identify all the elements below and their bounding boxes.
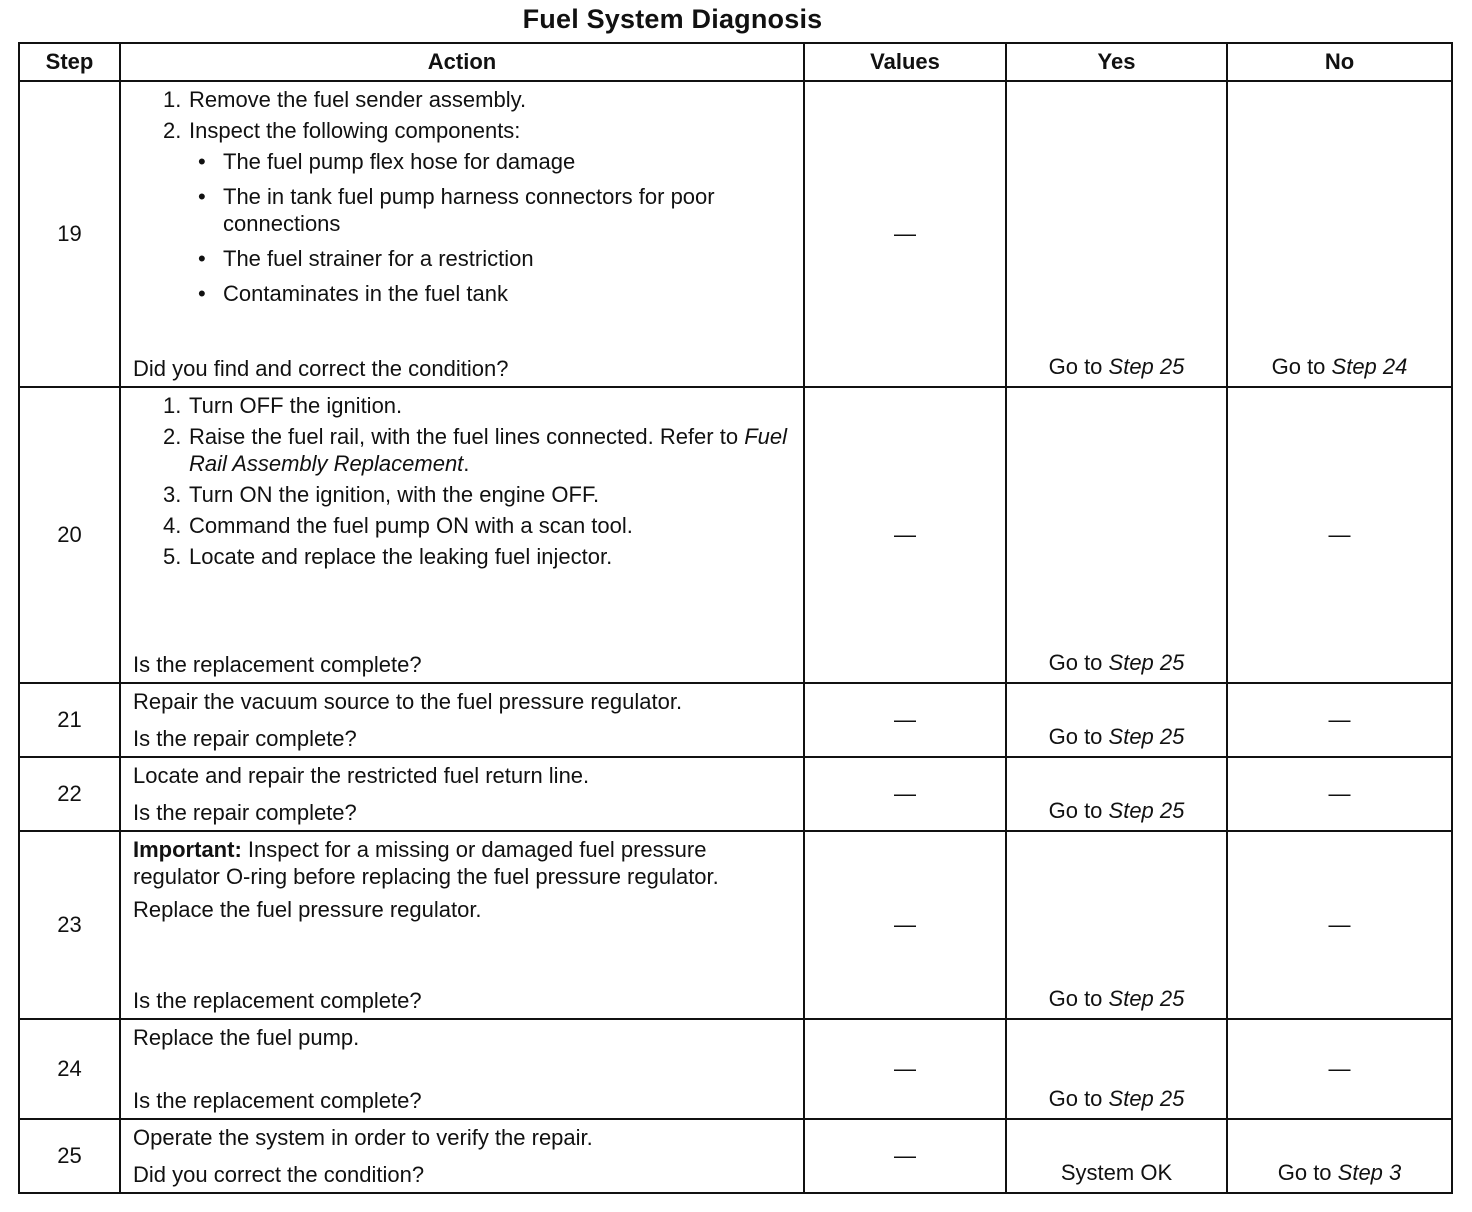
action-text: Repair the vacuum source to the fuel pressure regulator. xyxy=(133,689,683,714)
yes-cell: Go to Step 25 xyxy=(1006,757,1227,831)
action-question: Did you correct the condition? xyxy=(133,1162,425,1187)
table-row xyxy=(19,683,1452,757)
no-cell: — xyxy=(1227,387,1452,683)
important-note: Important: Inspect for a missing or damaged fuel pressure regulator O-ring before replacing the fuel pressure regulator. xyxy=(133,837,719,889)
values-cell: — xyxy=(804,757,1006,831)
yes-cell: Go to Step 25 xyxy=(1006,1019,1227,1119)
no-cell: — xyxy=(1227,831,1452,1019)
yes-cell: Go to Step 25 xyxy=(1006,683,1227,757)
header-no: No xyxy=(1227,43,1452,81)
list-item: 2. Inspect the following components: xyxy=(163,118,521,143)
header-row xyxy=(19,43,1452,81)
values-cell: — xyxy=(804,683,1006,757)
yes-cell: System OK xyxy=(1006,1119,1227,1193)
table-row xyxy=(19,1119,1452,1193)
step-reference: Step 3 xyxy=(1337,1160,1402,1185)
values-cell: — xyxy=(804,1119,1006,1193)
step-reference: Step 25 xyxy=(1108,650,1185,675)
step-number: 20 xyxy=(19,387,120,683)
page-title: Fuel System Diagnosis xyxy=(522,4,823,34)
table-row xyxy=(19,831,1452,1019)
step-reference: Step 24 xyxy=(1331,354,1408,379)
list-item: 1. Remove the fuel sender assembly. xyxy=(163,87,527,112)
bullet-icon: • xyxy=(198,281,206,306)
bullet-icon: • xyxy=(198,246,206,271)
bullet-item: • The fuel pump flex hose for damage xyxy=(198,149,576,174)
no-cell: Go to Step 24 xyxy=(1227,81,1452,387)
step-number: 25 xyxy=(19,1119,120,1193)
yes-cell: Go to Step 25 xyxy=(1006,831,1227,1019)
action-question: Is the replacement complete? xyxy=(133,652,422,677)
action-cell xyxy=(120,831,804,1019)
action-text: Operate the system in order to verify the repair. xyxy=(133,1125,593,1150)
no-cell: — xyxy=(1227,1019,1452,1119)
action-cell xyxy=(120,757,804,831)
table-row xyxy=(19,81,1452,387)
list-item: 1. Turn OFF the ignition. xyxy=(163,393,403,418)
action-question: Is the repair complete? xyxy=(133,800,357,825)
yes-cell: Go to Step 25 xyxy=(1006,387,1227,683)
values-cell: — xyxy=(804,831,1006,1019)
action-cell xyxy=(120,683,804,757)
step-number: 21 xyxy=(19,683,120,757)
header-values: Values xyxy=(804,43,1006,81)
action-question: Is the replacement complete? xyxy=(133,1088,422,1113)
procedure-reference: Fuel Rail Assembly Replacement xyxy=(189,424,787,476)
header-action: Action xyxy=(120,43,804,81)
action-cell xyxy=(120,1019,804,1119)
step-number: 24 xyxy=(19,1019,120,1119)
step-reference: Step 25 xyxy=(1108,798,1185,823)
bullet-icon: • xyxy=(198,149,206,174)
diagnosis-table xyxy=(18,42,1453,1194)
header-yes: Yes xyxy=(1006,43,1227,81)
list-item: 5. Locate and replace the leaking fuel injector. xyxy=(163,544,613,569)
step-reference: Step 25 xyxy=(1108,1086,1185,1111)
important-label: Important: xyxy=(133,837,242,862)
bullet-item: • The fuel strainer for a restriction xyxy=(198,246,534,271)
step-reference: Step 25 xyxy=(1108,986,1185,1011)
values-cell: — xyxy=(804,387,1006,683)
step-reference: Step 25 xyxy=(1108,724,1185,749)
action-cell xyxy=(120,1119,804,1193)
action-text: Locate and repair the restricted fuel return line. xyxy=(133,763,590,788)
step-reference: Step 25 xyxy=(1108,354,1185,379)
step-number: 19 xyxy=(19,81,120,387)
bullet-icon: • xyxy=(198,184,206,209)
table-row xyxy=(19,1019,1452,1119)
action-cell xyxy=(120,81,804,387)
no-cell: — xyxy=(1227,683,1452,757)
action-text: Replace the fuel pump. xyxy=(133,1025,360,1050)
header-step: Step xyxy=(19,43,120,81)
action-cell xyxy=(120,387,804,683)
action-text: Replace the fuel pressure regulator. xyxy=(133,897,482,922)
table-row xyxy=(19,757,1452,831)
yes-cell: Go to Step 25 xyxy=(1006,81,1227,387)
action-question: Did you find and correct the condition? xyxy=(133,356,509,381)
no-cell: Go to Step 3 xyxy=(1227,1119,1452,1193)
list-item: 2. Raise the fuel rail, with the fuel lines connected. Refer to Fuel Rail Assembly Replacement. xyxy=(163,424,787,476)
values-cell: — xyxy=(804,1019,1006,1119)
bullet-item: • Contaminates in the fuel tank xyxy=(198,281,508,306)
action-question: Is the replacement complete? xyxy=(133,988,422,1013)
no-cell: — xyxy=(1227,757,1452,831)
step-number: 22 xyxy=(19,757,120,831)
values-cell: — xyxy=(804,81,1006,387)
action-question: Is the repair complete? xyxy=(133,726,357,751)
bullet-item: • The in tank fuel pump harness connectors for poor connections xyxy=(198,184,715,236)
step-number: 23 xyxy=(19,831,120,1019)
list-item: 3. Turn ON the ignition, with the engine OFF. xyxy=(163,482,600,507)
list-item: 4. Command the fuel pump ON with a scan tool. xyxy=(163,513,633,538)
table-row xyxy=(19,387,1452,683)
